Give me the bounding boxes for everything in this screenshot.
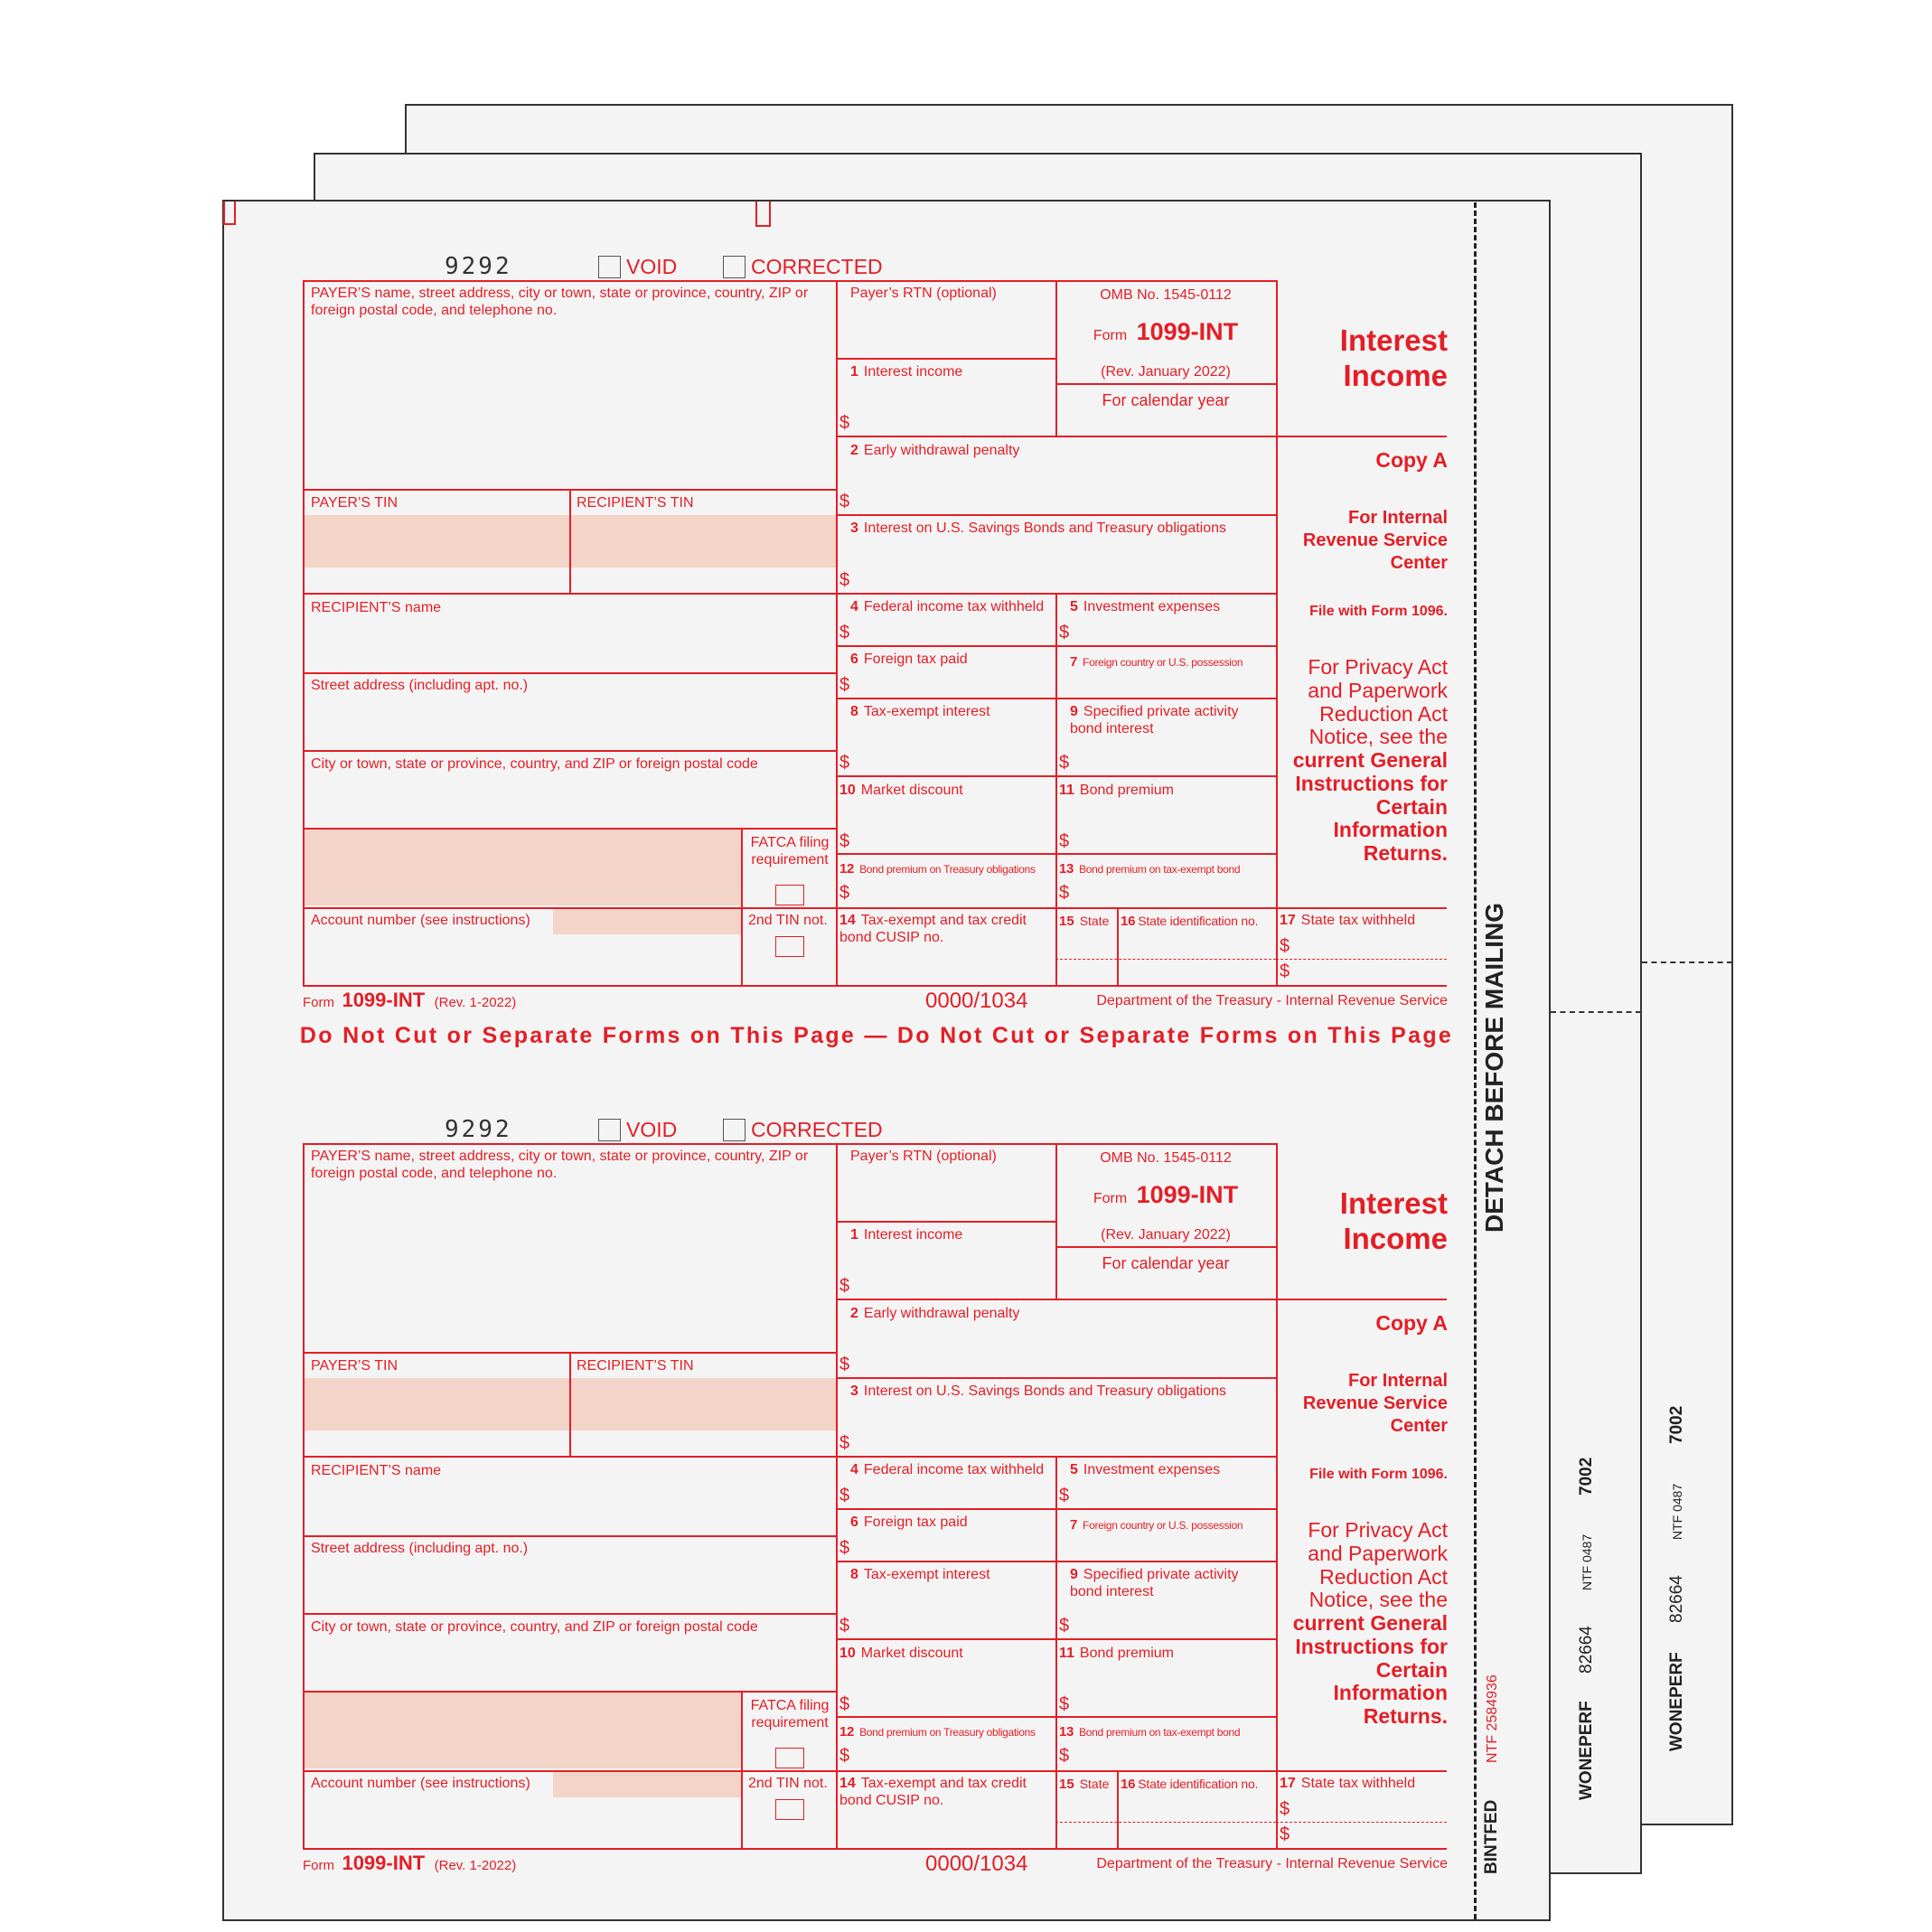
stub1-brand: WONEPERF: [1577, 1701, 1596, 1800]
box6-dollar: $: [839, 675, 850, 695]
form-code: 9292: [445, 1116, 512, 1143]
box3-label: 3 Interest on U.S. Savings Bonds and Treasury obligations: [850, 1383, 1227, 1399]
box11-label: 11 Bond premium: [1059, 1646, 1174, 1661]
box2-dollar: $: [839, 492, 850, 511]
box10-dollar: $: [839, 1694, 850, 1714]
rev-date: (Rev. January 2022): [1101, 1227, 1231, 1243]
box13-label: 13 Bond premium on tax-exempt bond: [1059, 1724, 1241, 1740]
box5-dollar: $: [1059, 1486, 1070, 1505]
form-number: 1099-INT: [1136, 318, 1239, 345]
privacy-plain: For Privacy Act and Paperwork Reduction Act Notice, see the: [1308, 1518, 1448, 1612]
fatca-left-shade: [305, 1693, 743, 1768]
box4-dollar: $: [839, 1486, 850, 1505]
city-label: City or town, state or province, country, and ZIP or foreign postal code: [311, 1619, 758, 1635]
box3-label: 3 Interest on U.S. Savings Bonds and Treasury obligations: [850, 521, 1227, 536]
do-not-cut-notice: Do Not Cut or Separate Forms on This Page — Do Not Cut or Separate Forms on This Page: [299, 1023, 1454, 1048]
box17-label: 17 State tax withheld: [1280, 1776, 1416, 1791]
box17-dollar-1: $: [1280, 1799, 1290, 1819]
account-number-label: Account number (see instructions): [311, 913, 530, 928]
box12-dollar: $: [839, 1746, 850, 1766]
box16-label: 16 State identification no.: [1121, 1777, 1259, 1792]
form-word: Form: [1093, 1191, 1128, 1206]
recipient-name-label: RECIPIENT’S name: [311, 600, 442, 615]
form-word: Form: [1093, 328, 1128, 343]
recipient-name-label: RECIPIENT’S name: [311, 1463, 442, 1478]
box8-label: 8 Tax-exempt interest: [850, 1567, 990, 1582]
box4-dollar: $: [839, 623, 850, 642]
fatca-label: FATCA filing requirement: [750, 835, 830, 868]
second-tin-label: 2nd TIN not.: [748, 1776, 828, 1791]
copy-label: Copy A: [1375, 1311, 1448, 1335]
form-code: 9292: [445, 253, 512, 280]
for-irs-label: For Internal Revenue Service Center: [1302, 1371, 1448, 1436]
box9-dollar: $: [1059, 753, 1070, 773]
privacy-notice: [1279, 1519, 1448, 1729]
payer-name-label: PAYER’S name, street address, city or town, state or province, country, ZIP or foreign postal code, and telephone no.: [311, 286, 809, 318]
privacy-plain: For Privacy Act and Paperwork Reduction Act Notice, see the: [1308, 655, 1448, 749]
footer-code: 0000/1034: [925, 989, 1028, 1013]
box1-label: 1 Interest income: [850, 1227, 963, 1243]
rev-date: (Rev. January 2022): [1101, 364, 1231, 380]
box5-dollar: $: [1059, 623, 1070, 642]
box1-dollar: $: [839, 413, 850, 433]
box7-label: 7 Foreign country or U.S. possession: [1070, 654, 1243, 670]
perforation-line-sheet2: [1551, 1011, 1641, 1013]
stub1-ntf: NTF 0487: [1580, 1533, 1594, 1590]
omb-number: OMB No. 1545-0112: [1100, 287, 1232, 303]
box4-label: 4 Federal income tax withheld: [850, 599, 1045, 614]
box2-dollar: $: [839, 1355, 850, 1374]
box2-label: 2 Early withdrawal penalty: [850, 443, 1020, 458]
box10-dollar: $: [839, 831, 850, 851]
side-bintfed: BINTFED: [1482, 1799, 1501, 1874]
box6-label: 6 Foreign tax paid: [850, 1515, 968, 1530]
privacy-bold: current General Instructions for Certain Information Returns.: [1292, 1611, 1448, 1728]
file-with-label: File with Form 1096.: [1309, 1467, 1448, 1482]
box3-dollar: $: [839, 570, 850, 590]
for-irs-label: For Internal Revenue Service Center: [1302, 508, 1448, 573]
city-label: City or town, state or province, country, and ZIP or foreign postal code: [311, 756, 758, 772]
box15-label: 15 State: [1059, 914, 1110, 929]
file-with-label: File with Form 1096.: [1309, 604, 1448, 619]
box8-dollar: $: [839, 1616, 850, 1636]
fatca-label: FATCA filing requirement: [750, 1698, 830, 1730]
fatca-checkbox[interactable]: [775, 1748, 804, 1768]
copy-label: Copy A: [1375, 448, 1448, 472]
form-number-line: [1055, 318, 1276, 347]
street-address-label: Street address (including apt. no.): [311, 1541, 529, 1556]
form-number-line: [1055, 1181, 1276, 1210]
box15-label: 15 State: [1059, 1777, 1110, 1792]
payer-tin-label: PAYER’S TIN: [311, 1358, 399, 1374]
box17-dollar-2: $: [1280, 1824, 1290, 1844]
calendar-year-label: For calendar year: [1102, 391, 1230, 409]
box10-label: 10 Market discount: [839, 1646, 963, 1661]
box17-label: 17 State tax withheld: [1280, 913, 1416, 928]
box6-label: 6 Foreign tax paid: [850, 652, 968, 667]
privacy-notice: [1279, 656, 1448, 866]
second-tin-label: 2nd TIN not.: [748, 913, 828, 928]
footer-rev: (Rev. 1-2022): [434, 995, 517, 1010]
stub2-ntf: NTF 0487: [1670, 1483, 1684, 1540]
street-address-label: Street address (including apt. no.): [311, 678, 529, 693]
box17-dollar-1: $: [1280, 936, 1290, 956]
box7-label: 7 Foreign country or U.S. possession: [1070, 1517, 1243, 1533]
corrected-label: CORRECTED: [751, 255, 883, 278]
detach-label: DETACH BEFORE MAILING: [1480, 902, 1508, 1233]
footer-code: 0000/1034: [925, 1852, 1028, 1876]
footer-form-number: 1099-INT: [342, 989, 426, 1011]
void-label: VOID: [626, 255, 678, 278]
form-copy-bottom: [0, 863, 1455, 1884]
recipient-tin-label: RECIPIENT’S TIN: [577, 1358, 694, 1374]
footer-form-id: [303, 1852, 516, 1875]
corrected-label: CORRECTED: [751, 1118, 883, 1141]
box12-label: 12 Bond premium on Treasury obligations: [839, 861, 1036, 877]
corrected-checkbox[interactable]: [723, 1119, 746, 1141]
box8-dollar: $: [839, 753, 850, 773]
stub2-code: 7002: [1667, 1405, 1686, 1444]
footer-form-word: Form: [303, 995, 334, 1010]
stub2-num: 82664: [1667, 1575, 1686, 1623]
footer-department: Department of the Treasury - Internal Revenue Service: [1096, 993, 1448, 1008]
footer-department: Department of the Treasury - Internal Revenue Service: [1096, 1856, 1448, 1871]
footer-form-number: 1099-INT: [342, 1852, 426, 1874]
box8-label: 8 Tax-exempt interest: [850, 704, 990, 719]
box2-label: 2 Early withdrawal penalty: [850, 1306, 1020, 1321]
stub1-num: 82664: [1577, 1626, 1596, 1674]
box12-label: 12 Bond premium on Treasury obligations: [839, 1724, 1036, 1740]
form-number: 1099-INT: [1136, 1181, 1239, 1208]
box16-label: 16 State identification no.: [1121, 914, 1259, 929]
box4-label: 4 Federal income tax withheld: [850, 1462, 1045, 1477]
calendar-year-label: For calendar year: [1102, 1254, 1230, 1272]
corrected-checkbox[interactable]: [723, 256, 746, 278]
box5-label: 5 Investment expenses: [1070, 1462, 1221, 1477]
side-ntf: NTF 2584936: [1485, 1674, 1500, 1763]
box11-dollar: $: [1059, 1694, 1070, 1714]
account-number-label: Account number (see instructions): [311, 1776, 530, 1791]
box9-label: 9 Specified private activity bond interest: [1070, 1567, 1239, 1599]
form-title: Interest Income: [1339, 1186, 1448, 1255]
box11-label: 11 Bond premium: [1059, 783, 1174, 798]
void-checkbox[interactable]: [598, 256, 621, 278]
detach-perforation: [1474, 202, 1477, 1919]
second-tin-checkbox[interactable]: [775, 1799, 804, 1820]
box14-label: 14 Tax-exempt and tax credit bond CUSIP no.: [839, 1776, 1027, 1808]
box3-dollar: $: [839, 1433, 850, 1453]
payer-rtn-label: Payer’s RTN (optional): [850, 1149, 997, 1164]
footer-rev: (Rev. 1-2022): [434, 1858, 517, 1873]
box1-label: 1 Interest income: [850, 364, 963, 380]
box1-dollar: $: [839, 1276, 850, 1296]
form-title: Interest Income: [1339, 324, 1448, 392]
box13-dollar: $: [1059, 883, 1070, 903]
box12-dollar: $: [839, 883, 850, 903]
privacy-bold: current General Instructions for Certain Information Returns.: [1292, 748, 1448, 865]
footer-form-word: Form: [303, 1858, 334, 1873]
box6-dollar: $: [839, 1538, 850, 1558]
stub1-code: 7002: [1577, 1457, 1596, 1496]
box17-dollar-2: $: [1280, 961, 1290, 981]
void-label: VOID: [626, 1118, 678, 1141]
box9-label: 9 Specified private activity bond interest: [1070, 704, 1239, 736]
omb-number: OMB No. 1545-0112: [1100, 1150, 1232, 1166]
payer-tin-label: PAYER’S TIN: [311, 495, 399, 511]
box9-dollar: $: [1059, 1616, 1070, 1636]
perforation-line-sheet3: [1642, 961, 1732, 963]
payer-name-label: PAYER’S name, street address, city or town, state or province, country, ZIP or foreign postal code, and telephone no.: [311, 1149, 809, 1181]
box13-label: 13 Bond premium on tax-exempt bond: [1059, 861, 1241, 877]
box13-dollar: $: [1059, 1746, 1070, 1766]
stub2-brand: WONEPERF: [1667, 1652, 1686, 1751]
box10-label: 10 Market discount: [839, 783, 963, 798]
account-shade: [553, 1772, 743, 1797]
payer-rtn-label: Payer’s RTN (optional): [850, 286, 997, 301]
box11-dollar: $: [1059, 831, 1070, 851]
box5-label: 5 Investment expenses: [1070, 599, 1221, 614]
box14-label: 14 Tax-exempt and tax credit bond CUSIP no.: [839, 913, 1027, 945]
void-checkbox[interactable]: [598, 1119, 621, 1141]
recipient-tin-label: RECIPIENT’S TIN: [577, 495, 694, 511]
